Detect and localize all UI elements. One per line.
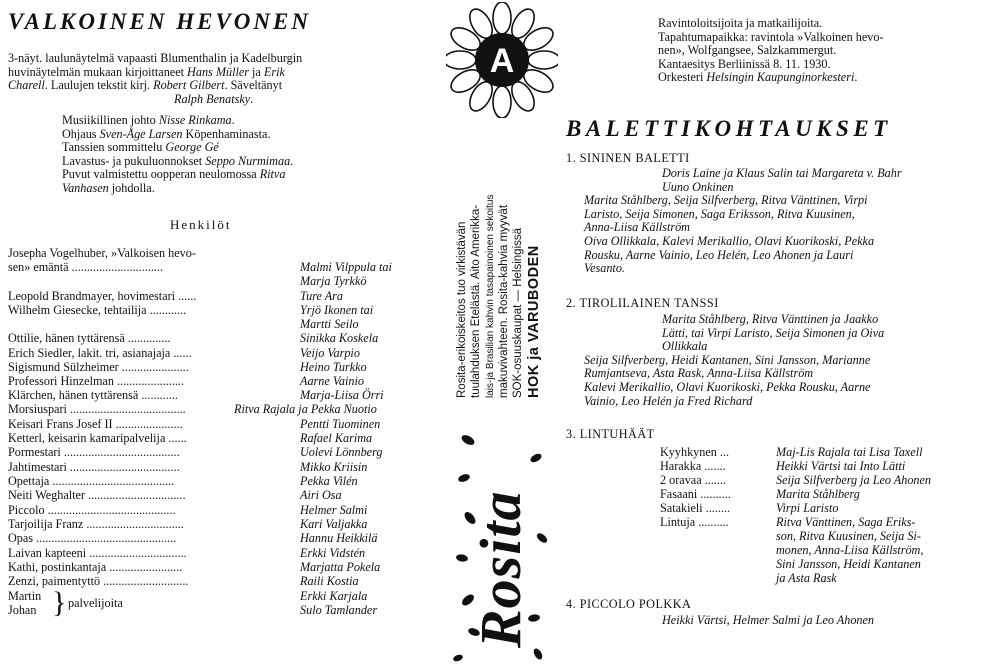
- bird-row: son, Ritva Kuusinen, Seija Si-: [776, 529, 921, 543]
- brace-glyph: }: [52, 586, 67, 619]
- cast-row: Leopold Brandmayer, hovimestari ...... Ture Ara: [8, 289, 344, 303]
- credit-line: Lavastus- ja pukuluonnokset Seppo Nurmimaa.: [62, 153, 294, 168]
- cast-row: Martti Seilo: [300, 317, 359, 331]
- cast-row: Pormestari ...................................... Uolevi Lönnberg: [8, 445, 383, 459]
- cast-row: Opettaja ........................................ Pekka Vilén: [8, 474, 358, 488]
- credit-line: Musiikillinen johto Nisse Rinkama.: [62, 113, 235, 127]
- cast-row: Klärchen, hänen tyttärensä ............ Marja-Liisa Örri: [8, 388, 384, 402]
- servants-label: palvelijoita: [68, 596, 123, 610]
- cast-row: Opas .............................................. Hannu Heikkilä: [8, 531, 378, 545]
- ad-line: Rosita-erikoiskeitos tuo virkistävän: [456, 221, 468, 398]
- cast-row: Erich Siedler, lakit. tri, asianajaja ...... Veijo Varpio: [8, 346, 360, 360]
- setting-line: Ravintoloitsijoita ja matkailijoita.: [658, 16, 823, 30]
- cast-row: Marja Tyrkkö: [300, 274, 367, 288]
- cast-row: Kathi, postinkantaja ........................ Marjatta Pokela: [8, 560, 381, 574]
- credit-line: Puvut valmistettu oopperan neulomossa Ritva: [62, 167, 286, 182]
- cast-row: Keisari Frans Josef II ...................... Pentti Tuominen: [8, 417, 381, 431]
- cast-row: Martin Erkki Karjala: [8, 589, 368, 603]
- section-body: Marita Ståhlberg, Ritva Vänttinen ja Jaakko Lätti, tai Virpi Laristo, Seija Simonen ja Oiva Ollikkala Seija Silfverberg, Heidi Kantanen, Sini Jansson, Marianne Rumjantseva, Asta Rask, Anna-Liisa Källström Kalevi Merikallio, Olavi Kuorikoski, Pekka Rousku, Aarne Vainio, Leo Helén ja Fred Richard: [584, 312, 885, 408]
- bird-row: 2 oravaa ....... Seija Silfverberg ja Leo Ahonen: [660, 473, 932, 487]
- setting-info: [658, 17, 994, 85]
- cast-row: Josepha Vogelhuber, »Valkoisen hevo-: [8, 246, 196, 260]
- bird-row: Sini Jansson, Heidi Kantanen: [776, 557, 921, 571]
- intro-line: huvinäytelmän mukaan kirjoittaneet Hans Müller ja Erik: [8, 64, 285, 79]
- cast-row: Jahtimestari .................................... Mikko Kriisin: [8, 460, 368, 474]
- credit-line: Vanhasen johdolla.: [62, 180, 155, 195]
- credit-line: Tanssien sommittelu George Gé: [62, 140, 219, 155]
- coffee-advertisement: [446, 0, 558, 669]
- intro-line: Ralph Benatsky.: [174, 91, 254, 106]
- cast-row: Professori Hinzelman ...................... Aarne Vainio: [8, 374, 364, 388]
- setting-line: Tapahtumapaikka: ravintola »Valkoinen hevo-: [658, 29, 884, 44]
- bird-row: Satakieli ........ Virpi Laristo: [660, 501, 839, 515]
- credit-line: Ohjaus Sven-Åge Larsen Köpenhaminasta.: [62, 126, 271, 141]
- show-title: VALKOINEN HEVONEN: [8, 9, 311, 34]
- setting-line: Kantaesitys Berliinissä 8. 11. 1930.: [658, 56, 831, 71]
- cast-row: Piccolo .......................................... Helmer Salmi: [8, 503, 368, 517]
- intro-line: Charell. Laulujen tekstit kirj. Robert Gilbert. Säveltänyt: [8, 78, 283, 93]
- sunflower-logo-icon: [446, 2, 558, 118]
- bird-row: ja Asta Rask: [776, 571, 837, 585]
- section-body: Heikki Värtsi, Helmer Salmi ja Leo Ahonen: [662, 613, 875, 627]
- cast-row: Morsiuspari ...................................... Ritva Rajala ja Pekka Nuotio: [8, 402, 377, 416]
- intro-text: [8, 52, 438, 106]
- section-body: Doris Laine ja Klaus Salin tai Margareta v. Bahr Uuno Onkinen Marita Ståhlberg, Seija Silfverberg, Ritva Vänttinen, Virpi Laristo, Seija Simonen, Saga Eriksson, Ritva Kuusinen, Anna-Liisa Källström Oiva Ollikkala, Kalevi Merikallio, Olavi Kuorikoski, Pekka Rousku, Aarne Vainio, Leo Helén, Leo Ahonen ja Lauri Vesanto.: [584, 166, 902, 276]
- ballet-title: BALETTIKOHTAUKSET: [566, 116, 892, 141]
- bird-row: Harakka ....... Heikki Värtsi tai Into Lätti: [660, 459, 906, 473]
- cast-row: Wilhelm Giesecke, tehtailija ............ Yrjö Ikonen tai: [8, 303, 374, 317]
- intro-line: 3-näyt. laulunäytelmä vapaasti Blumenthalin ja Kadelburgin: [8, 51, 303, 65]
- cast-row: Sigismund Sülzheimer ...................... Heino Turkko: [8, 360, 367, 374]
- rosita-brand: Rosita: [468, 490, 533, 648]
- logo-letter: A: [489, 42, 515, 80]
- section-heading: 4. PICCOLO POLKKA: [566, 597, 692, 611]
- cast-row: Ottilie, hänen tyttärensä .............. Sinikka Koskela: [8, 331, 379, 345]
- ad-line: lais-ja Brasilian kahvin tasapainoinen sekoitus: [485, 194, 496, 398]
- setting-line: Orkesteri Helsingin Kaupunginorkesteri.: [658, 70, 858, 85]
- setting-line: nen», Wolfgangsee, Salzkammergut.: [658, 43, 837, 58]
- cast-row: Neiti Weghalter ................................ Airi Osa: [8, 488, 342, 502]
- bird-row: Lintuja .......... Ritva Vänttinen, Saga Eriks-: [660, 515, 916, 529]
- cast-row: Laivan kapteeni ................................ Erkki Vidstén: [8, 546, 366, 560]
- ad-line: makuvivahteen. Rosita-kahvia myyvät: [498, 204, 510, 398]
- cast-row: sen» emäntä .............................. Malmi Vilppula tai: [8, 260, 392, 274]
- ad-line: SOK-osuuskaupat — Helsingissä: [512, 227, 524, 398]
- cast-row: Zenzi, paimentyttö ............................ Raili Kostia: [8, 574, 359, 588]
- cast-row: Tarjoilija Franz ................................ Kari Valjakka: [8, 517, 368, 531]
- bird-row: Fasaani .......... Marita Ståhlberg: [660, 487, 860, 501]
- cast-row: Ketterl, keisarin kamaripalvelija ...... Rafael Karima: [8, 431, 373, 445]
- production-credits: [62, 114, 442, 196]
- cast-heading: Henkilöt: [170, 217, 232, 232]
- bird-row: Kyyhkynen ... Maj-Lis Rajala tai Lisa Taxell: [660, 445, 923, 459]
- cast-row: Johan Sulo Tamlander: [8, 603, 378, 617]
- ad-sellers: HOK ja VARUBODEN: [526, 245, 542, 398]
- bird-row: monen, Anna-Liisa Källström,: [776, 543, 924, 557]
- section-heading: 3. LINTUHÄÄT: [566, 427, 655, 441]
- section-heading: 1. SININEN BALETTI: [566, 151, 690, 165]
- section-heading: 2. TIROLILAINEN TANSSI: [566, 296, 719, 310]
- ad-line: tuulahduksen Etelästä. Aito Amerikka-: [470, 204, 482, 398]
